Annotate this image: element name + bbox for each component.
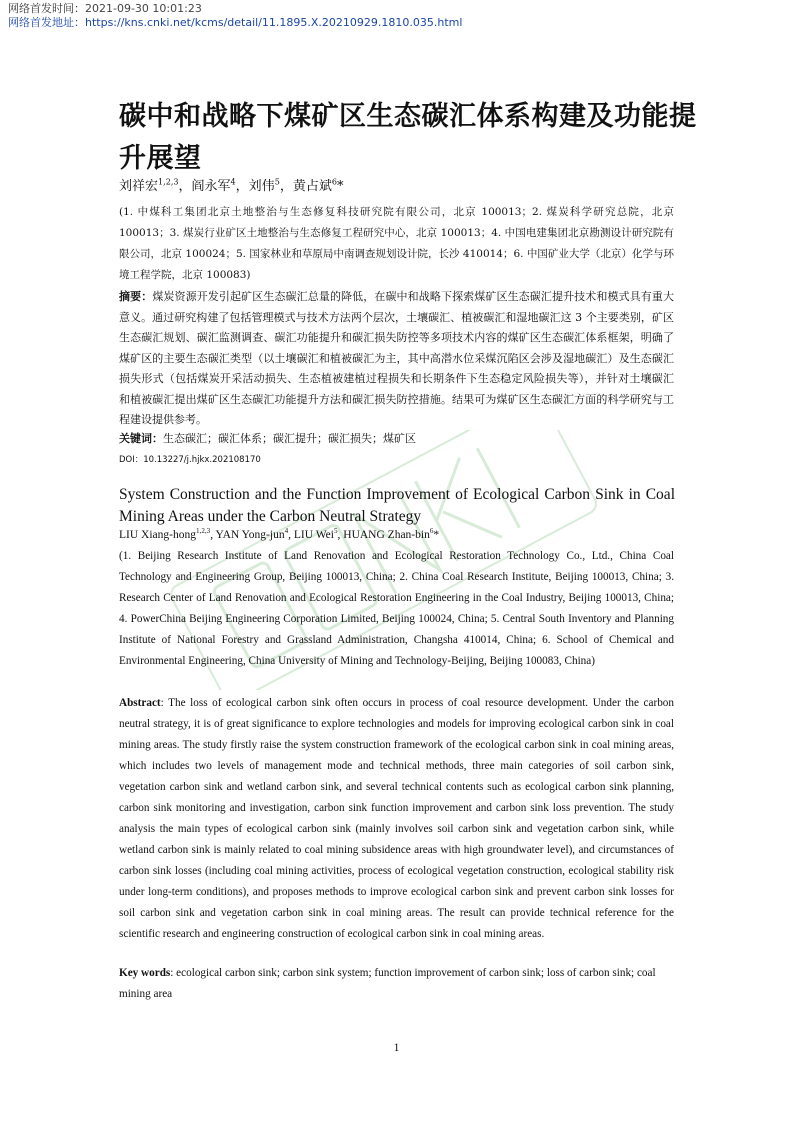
page-number: 1	[393, 1042, 400, 1054]
paper-title-cn: 碳中和战略下煤矿区生态碳汇体系构建及功能提升展望	[119, 101, 697, 174]
abstract-cn	[119, 287, 674, 431]
author-cn-4: 黄占斌	[292, 179, 332, 194]
affiliations-cn: (1. 中煤科工集团北京土地整治与生态修复科技研究院有限公司，北京 100013；2. 煤炭科学研究总院，北京 100013；3. 煤炭行业矿区土地整治与生态修复工程研究中心，北京 100013；4. 中国电建集团北京勘测设计研究院有限公司，北京 100024；5. 国家林业和草原局中南调查规划设计院，长沙 410014；6. 中国矿业大学（北京）化学与环境工程学院，北京 100083)	[119, 206, 674, 281]
paper-title-en: System Construction and the Function Improvement of Ecological Carbon Sink in Coal Mining Areas under the Carbon Neutral Strategy	[119, 486, 675, 525]
author-en-3-affil: 5	[333, 527, 338, 536]
author-cn-3-affil: 5	[274, 177, 280, 187]
author-sep: ,	[288, 529, 294, 541]
author-en-4-affil: 6	[429, 527, 434, 536]
abstract-cn-label: 摘要：	[119, 290, 153, 303]
abstract-en-text: : The loss of ecological carbon sink often occurs in process of coal resource development. Under the carbon neutral strategy, it is of great significance to explore technologies and models for improving ecological carbon sink in coal mining areas. The study firstly raise the system construction framework of the ecological carbon sink in coal mining areas, which includes two levels of management mode and technical methods, three main categories of soil carbon sink, vegetation carbon sink and wetland carbon sink, and several technical contents such as ecological carbon sink planning, carbon sink monitoring and investigation, carbon sink function improvement and carbon sink loss prevention. The study analysis the main types of ecological carbon sink (mainly involves soil carbon sink and vegetation carbon sink, while wetland carbon sink is mainly related to coal mining subsidence areas with high groundwater level), and circumstances of carbon sink losses (including coal mining activities, process of ecological vegetation construction, ecological stability risk under long-term conditions), and proposes methods to improve ecological carbon sink and prevent carbon sink losses for soil carbon sink and vegetation carbon sink in coal mining areas. The result can provide technical reference for the scientific research and engineering construction of ecological carbon sink in coal mining areas.	[119, 697, 674, 940]
online-first-time	[8, 2, 202, 16]
author-en-2: YAN Yong-jun	[215, 529, 285, 541]
keywords-en-text: : ecological carbon sink; carbon sink system; function improvement of carbon sink; loss of carbon sink; coal mining area	[119, 967, 656, 1000]
abstract-en-label: Abstract	[119, 697, 161, 709]
author-en-4: HUANG Zhan-bin	[343, 529, 430, 541]
author-sep: ,	[337, 529, 344, 541]
keywords-cn-text: 生态碳汇；碳汇体系；碳汇提升；碳汇损失；煤矿区	[163, 432, 416, 445]
keywords-cn	[119, 430, 674, 448]
author-sep: ，	[279, 179, 293, 194]
authors-cn	[119, 178, 343, 196]
abstract-cn-text: 煤炭资源开发引起矿区生态碳汇总量的降低，在碳中和战略下探索煤矿区生态碳汇提升技术和模式具有重大意义。通过研究构建了包括管理模式与技术方法两个层次，土壤碳汇、植被碳汇和湿地碳汇这 3 个主要类别，矿区生态碳汇规划、碳汇监测调查、碳汇功能提升和碳汇损失防控等多项技术内容的煤矿区生态碳汇体系框架，明确了煤矿区的主要生态碳汇类型（以土壤碳汇和植被碳汇为主，其中高潜水位采煤沉陷区会涉及湿地碳汇）及生态碳汇损失形式（包括煤炭开采活动损失、生态植被建植过程损失和长期条件下生态稳定风险损失等），并针对土壤碳汇和植被碳汇提出煤矿区生态碳汇功能提升方法和碳汇损失防控措施。结果可为煤矿区生态碳汇方面的科学研究与工程建设提供参考。	[119, 290, 675, 426]
corresponding-star: *	[336, 179, 344, 194]
author-en-3: LIU Wei	[293, 529, 334, 541]
author-en-1: LIU Xiang-hong	[119, 529, 196, 541]
author-cn-2: 阎永军	[191, 179, 231, 194]
author-cn-1: 刘祥宏	[119, 179, 159, 194]
authors-en	[119, 527, 439, 543]
author-cn-3: 刘伟	[248, 179, 275, 194]
author-sep: ，	[235, 179, 249, 194]
doi: DOI：10.13227/j.hjkx.202108170	[119, 455, 261, 465]
online-first-time-value: 2021-09-30 10:01:23	[85, 2, 202, 15]
author-cn-4-affil: 6	[331, 177, 337, 187]
author-en-1-affil: 1,2,3	[195, 527, 211, 536]
affiliations-en: (1. Beijing Research Institute of Land Renovation and Ecological Restoration Technology Co., Ltd., China Coal Technology and Engineering Group, Beijing 100013, China; 2. China Coal Research Institute, Beijing 100013, China; 3. Research Center of Land Renovation and Ecological Restoration Engineering in the Coal Industry, Beijing 100013, China; 4. PowerChina Beijing Engineering Corporation Limited, Beijing 100024, China; 5. Central South Inventory and Planning Institute of National Forestry and Grassland Administration, Changsha 410014, China; 6. School of Chemical and Environmental Engineering, China University of Mining and Technology-Beijing, Beijing 100083, China)	[119, 550, 674, 667]
online-first-time-label: 网络首发时间：	[8, 2, 85, 15]
abstract-en	[119, 693, 674, 945]
keywords-cn-label: 关键词：	[119, 432, 163, 445]
keywords-en	[119, 963, 674, 1005]
author-cn-1-affil: 1,2,3	[158, 177, 179, 187]
author-sep: ,	[210, 529, 216, 541]
author-sep: ，	[178, 179, 192, 194]
keywords-en-label: Key words	[119, 967, 171, 979]
online-first-url-link[interactable]: https://kns.cnki.net/kcms/detail/11.1895.X.20210929.1810.035.html	[85, 16, 463, 29]
author-cn-2-affil: 4	[230, 177, 236, 187]
author-en-2-affil: 4	[284, 527, 289, 536]
online-first-url[interactable]	[8, 16, 462, 30]
corresponding-star: *	[433, 529, 440, 541]
online-first-url-label: 网络首发地址：	[8, 16, 85, 29]
